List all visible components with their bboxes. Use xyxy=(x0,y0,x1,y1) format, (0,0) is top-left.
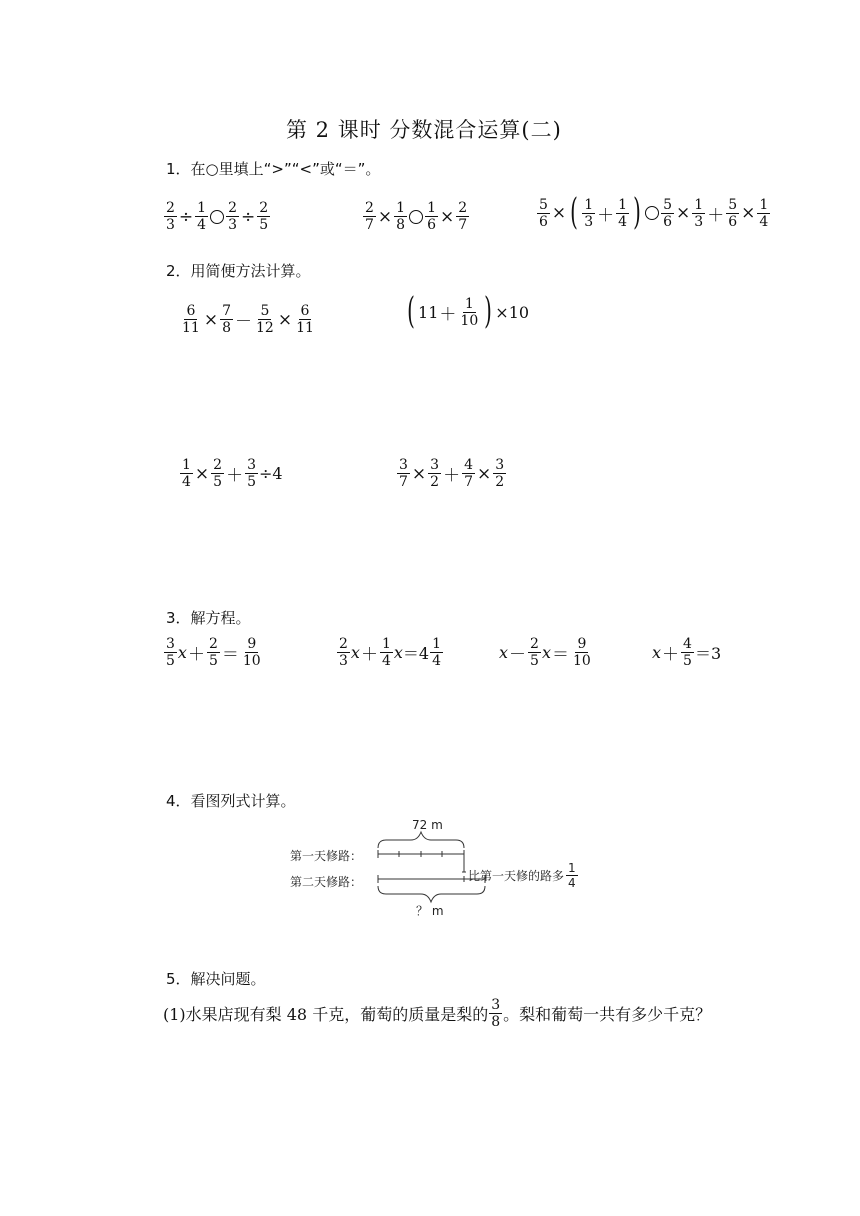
second-day-length: ？ m xyxy=(416,904,444,918)
fraction: 3 5 xyxy=(166,636,175,669)
fraction: $\frac{1}{8}$ xyxy=(396,200,406,233)
fraction: $\frac{3}{5}$ xyxy=(247,457,257,490)
fraction: $\frac{2}{7}$ xyxy=(365,200,374,233)
fraction: $\frac{3}{2}$ xyxy=(495,457,505,490)
fraction: $\frac{7}{8}$ xyxy=(222,303,231,336)
fraction: 2 5 xyxy=(530,636,539,669)
fraction: $\frac{2}{5}$ xyxy=(213,457,223,490)
fraction: $\frac{1}{3}$ xyxy=(694,196,704,230)
fraction: $\frac{4}{7}$ xyxy=(464,457,474,490)
fraction: $\frac{6}{11}$ xyxy=(182,303,200,336)
answer-circle[interactable] xyxy=(210,210,224,224)
right-paren: ) xyxy=(633,192,641,233)
fraction: 1 4 xyxy=(618,196,628,230)
equation-2: 2 3 x ＋ 1 4 x ＝4 1 4 xyxy=(339,636,442,669)
fraction: 1 3 xyxy=(584,196,594,230)
row-1-label: 第一天修路： xyxy=(290,849,363,863)
fraction: $\frac{2}{7}$ xyxy=(458,200,468,233)
question-1-label: 1．在○里填上“>”“<”或“＝”。 xyxy=(166,160,381,178)
fraction: $\frac{1}{4}$ xyxy=(182,457,191,490)
question-5-label: 5．解决问题。 xyxy=(166,970,266,988)
comparison-note: 比第一天修的路多 1 4 xyxy=(468,861,576,890)
fraction: $\frac{1}{4}$ xyxy=(197,200,207,233)
fraction: $\frac{1}{6}$ xyxy=(427,200,437,233)
fraction: $\frac{6}{11}$ xyxy=(296,303,314,336)
fraction: $\frac{2}{3}$ xyxy=(166,200,175,233)
equation-3: x － 2 5 x ＝ 9 10 xyxy=(499,636,591,669)
fraction: $\frac{5}{6}$ xyxy=(728,196,738,230)
expression-4: $\frac{3}{7}$ × $\frac{3}{2}$ ＋ $\frac{4}{7}$ × $\frac{3}{2}$ xyxy=(399,457,505,490)
fraction: 2 5 xyxy=(208,636,218,669)
fraction: $\frac{5}{6}$ xyxy=(663,196,673,230)
fraction: 1 4 xyxy=(568,861,576,890)
fraction: 2 3 xyxy=(339,636,348,669)
fraction: $\frac{3}{2}$ xyxy=(430,457,440,490)
fraction: 3 8 xyxy=(491,997,501,1030)
left-paren: ( xyxy=(407,291,415,332)
compare-item-c: $\frac{5}{6}$ × ( 1 3 ＋ 1 4 ) $\frac{5}{6}$ × $\frac{1}{3}$ ＋ $\frac{5}{6}$ × $\frac{1}{4}$ xyxy=(539,192,769,233)
row-2-label: 第二天修路： xyxy=(290,875,363,889)
expression-1: $\frac{6}{11}$ × $\frac{7}{8}$ － $\frac{5}{12}$ × $\frac{6}{11}$ xyxy=(182,303,314,336)
right-paren: ) xyxy=(484,291,493,332)
left-paren: ( xyxy=(570,192,579,233)
fraction: $\frac{1}{4}$ xyxy=(759,196,769,230)
fraction: 1 4 xyxy=(381,636,391,669)
problem-1: (1)水果店现有梨 48 千克，葡萄的质量是梨的 3 8 。梨和葡萄一共有多少千克？ xyxy=(163,997,712,1030)
fraction: 9 10 xyxy=(242,636,261,669)
fraction: $\frac{2}{5}$ xyxy=(259,200,269,233)
answer-circle[interactable] xyxy=(645,206,659,220)
question-4-label: 4．看图列式计算。 xyxy=(166,792,296,810)
first-day-length: 72 m xyxy=(412,818,443,832)
question-3-label: 3．解方程。 xyxy=(166,609,251,627)
fraction: $\frac{5}{6}$ xyxy=(539,196,548,230)
equation-4: x ＋ 4 5 ＝3 xyxy=(652,636,722,669)
fraction: 1 10 xyxy=(460,295,479,329)
compare-item-b: $\frac{2}{7}$ × $\frac{1}{8}$ $\frac{1}{6}$ × $\frac{2}{7}$ xyxy=(365,200,468,233)
fraction: 9 10 xyxy=(572,636,591,669)
expression-2: ( 11 ＋ 1 10 ) ×10 xyxy=(407,291,530,332)
equation-1: 3 5 x ＋ 2 5 ＝ 9 10 xyxy=(166,636,261,669)
page-title: 第 2 课时 分数混合运算(二) xyxy=(286,118,562,142)
line-segment-diagram xyxy=(286,818,616,918)
fraction: 1 4 xyxy=(432,636,442,669)
fraction: $\frac{3}{7}$ xyxy=(399,457,408,490)
fraction: $\frac{5}{12}$ xyxy=(256,303,274,336)
answer-circle[interactable] xyxy=(409,210,423,224)
fraction: $\frac{2}{3}$ xyxy=(228,200,238,233)
compare-item-a: $\frac{2}{3}$ ÷ $\frac{1}{4}$ $\frac{2}{3}$ ÷ $\frac{2}{5}$ xyxy=(166,200,269,233)
question-2-label: 2．用简便方法计算。 xyxy=(166,262,311,280)
fraction: 4 5 xyxy=(683,636,692,669)
expression-3: $\frac{1}{4}$ × $\frac{2}{5}$ ＋ $\frac{3}{5}$ ÷4 xyxy=(182,457,283,490)
